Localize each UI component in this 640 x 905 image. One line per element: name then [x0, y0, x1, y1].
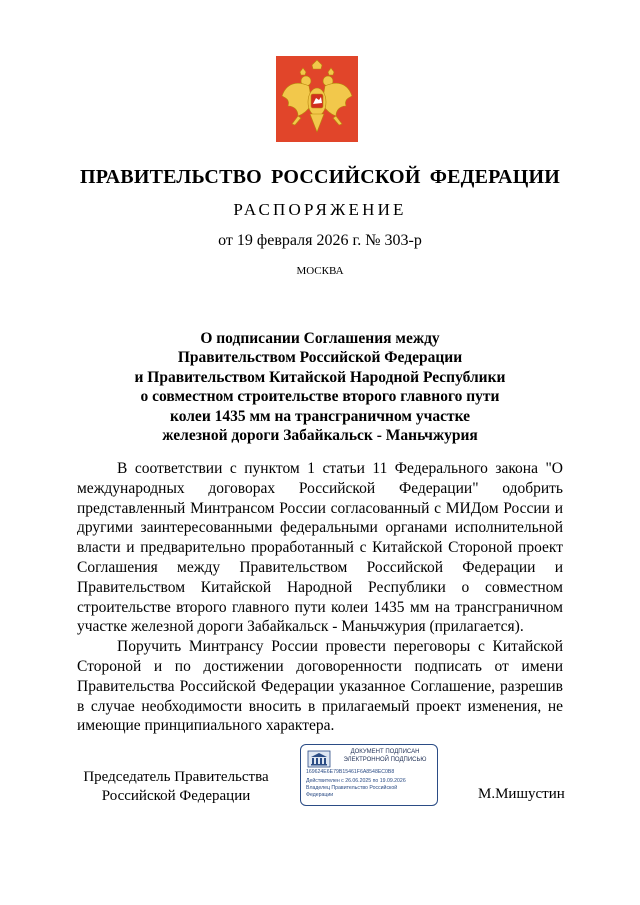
document-body [77, 459, 563, 736]
government-building-icon [307, 750, 331, 768]
double-headed-eagle-icon [276, 56, 358, 142]
stamp-owner: Владелец Правительство Российской [306, 785, 398, 791]
stamp-certificate: 169624E6E79B15461F6A8548EC0B8 [306, 769, 395, 775]
stamp-validity: Действителен с 26.06.2025 по 19.09.2026 [306, 778, 406, 784]
body-paragraph-approval: В соответствии с пунктом 1 статьи 11 Федерального закона "О международных договорах Российской Федерации" одобрить представленный Минтрансом России согласованный с МИДом России и другими заинтересованными федеральными органами исполнительной власти и предварительно проработанный с Китайской Стороной проект Соглашения между Правительством Российской Федерации и Правительством Китайской Народной Республики о совместном строительстве второго главного пути колеи 1435 мм на трансграничном участке железной дороги Забайкальск - Маньчжурия (прилагается). [77, 460, 563, 636]
signatory-name: М.Мишустин [478, 786, 565, 802]
subject-line: О подписании Соглашения между [200, 330, 440, 347]
signatory-position-line: Российской Федерации [101, 788, 251, 804]
subject-line: о совместном строительстве второго главного пути [140, 388, 500, 406]
stamp-title-line: ЭЛЕКТРОННОЙ ПОДПИСЬЮ [343, 756, 427, 763]
stamp-title-line: ДОКУМЕНТ ПОДПИСАН [350, 749, 420, 755]
subject-line: и Правительством Китайской Народной Республики [134, 368, 506, 386]
stamp-owner: Федерации [306, 792, 334, 798]
signatory-position-line: Председатель Правительства [83, 769, 269, 785]
city-name: МОСКВА [296, 265, 344, 277]
government-title: ПРАВИТЕЛЬСТВО РОССИЙСКОЙ ФЕДЕРАЦИИ [80, 166, 560, 188]
body-paragraph-instruction: Поручить Минтрансу России провести переговоры с Китайской Стороной и по достижении договоренности подписать от имени Правительства Российской Федерации указанное Соглашение, разрешив в случае необходимости вносить в прилагаемый проект изменения, не имеющие принципиального характера. [77, 638, 563, 735]
document-date-number: от 19 февраля 2026 г. № 303-р [218, 232, 422, 249]
subject-line: железной дороги Забайкальск - Маньчжурия [162, 427, 478, 445]
document-subject [80, 329, 560, 445]
stamp-title [335, 749, 435, 764]
coat-of-arms-emblem [276, 56, 358, 142]
electronic-signature-stamp [300, 744, 438, 806]
subject-line: Правительством Российской Федерации [177, 349, 463, 367]
signatory-position [76, 768, 276, 806]
subject-line: колеи 1435 мм на трансграничном участке [169, 407, 471, 425]
document-type: РАСПОРЯЖЕНИЕ [233, 200, 407, 219]
